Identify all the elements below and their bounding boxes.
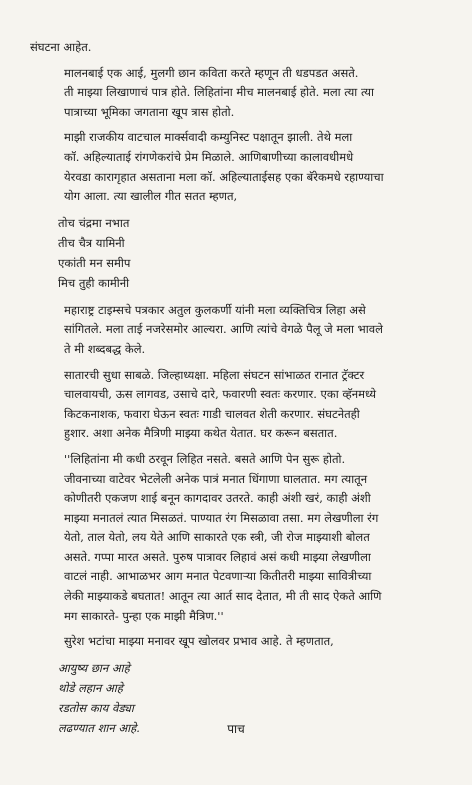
verse-chandrama: तोच चंद्रमा नभात तीच चैत्र यामिनी एकांती मन समीप मिच तुही कामीनी — [58, 215, 131, 290]
paragraph-political-journey: माझी राजकीय वाटचाल मार्क्सवादी कम्युनिस्ट पक्षातून झाली. तेथे मला कॉ. अहिल्याताई रांगणेकरांचे प्रेम मिळाले. आणिबाणीच्या कालावधीमधे येरवडा कारागृहात असताना मला कॉ. अहिल्याताईसह एका बॅरेकमधे रहाण्याचा योग आला. त्या खालील गीत सतत म्हणत, — [64, 130, 384, 204]
paragraph-suresh-bhat: सुरेश भटांचा माझ्या मनावर खूप खोलवर प्रभाव आहे. ते म्हणतात, — [64, 634, 334, 649]
paragraph-malanbai: मालनबाई एक आई, मुलगी छान कविता करते म्हणून ती धडपडत असते. ती माझ्या लिखाणाचं पात्र होते. लिहितांना मीच मालनबाई होते. मला त्या त्या पात्राच्या भूमिका जगताना खूप त्रास होतो. — [64, 65, 374, 119]
paragraph-quote-writing: ''लिहितांना मी कधी ठरवून लिहित नसते. बसते आणि पेन सुरू होतो. जीवनाच्या वाटेवर भेटलेली अनेक पात्रं मनात धिंगाणा घालतात. मग त्यातून कोणीतरी एकजण शाई बनून कागदावर उतरते. काही अंशी खरं, काही अंशी माझ्या मनातलं त्यात मिसळतं. पाण्यात रंग मिसळावा तसा. मग लेखणीला रंग येतो, ताल येतो, लय येते आणि साकारते एक स्त्री, जी रोज माझ्याशी बोलत असते. गप्पा मारत असते. पुरुष पात्रावर लिहावं असं कधी माझ्या लेखणीला वाटलं नाही. आभाळभर आग मनात पेटवणाऱ्या कितीतरी माझ्या सावित्रीच्या लेकी माझ्याकडे बघतात! आतून त्या आर्त साद देतात, मी ती साद ऐकते आणि मग साकारते- पुन्हा एक माझी मैत्रिण.'' — [64, 451, 382, 623]
page-number: पाच — [227, 722, 245, 736]
verse-aayushya: आयुष्य छान आहे थोडे लहान आहे रडतोस काय वेड्या लढण्यात शान आहे. — [58, 660, 140, 735]
paragraph-sudha-sabale: सातारची सुधा साबळे. जिल्हाध्यक्षा. महिला संघटन सांभाळत रानात ट्रॅक्टर चालवायची, ऊस लागवड, उसाचे दारे, फवारणी स्वतः करणार. एका व्हॅनमध्ये किटकनाशक, फवारा घेऊन स्वतः गाडी चालवत शेती करणार. संघटनेतही हुशार. अशा अनेक मैत्रिणी माझ्या कथेत येतात. घर करून बसतात. — [64, 367, 377, 441]
continuation-line: संघटना आहेत. — [30, 40, 92, 54]
paragraph-maharashtra-times: महाराष्ट्र टाइम्सचे पत्रकार अतुल कुलकर्णी यांनी मला व्यक्तिचित्र लिहा असे सांगितले. मला ताई नजरेसमोर आल्यरा. आणि त्यांचे वेगळे पैलू जे मला भावले ते मी शब्दबद्ध केले. — [64, 302, 383, 356]
